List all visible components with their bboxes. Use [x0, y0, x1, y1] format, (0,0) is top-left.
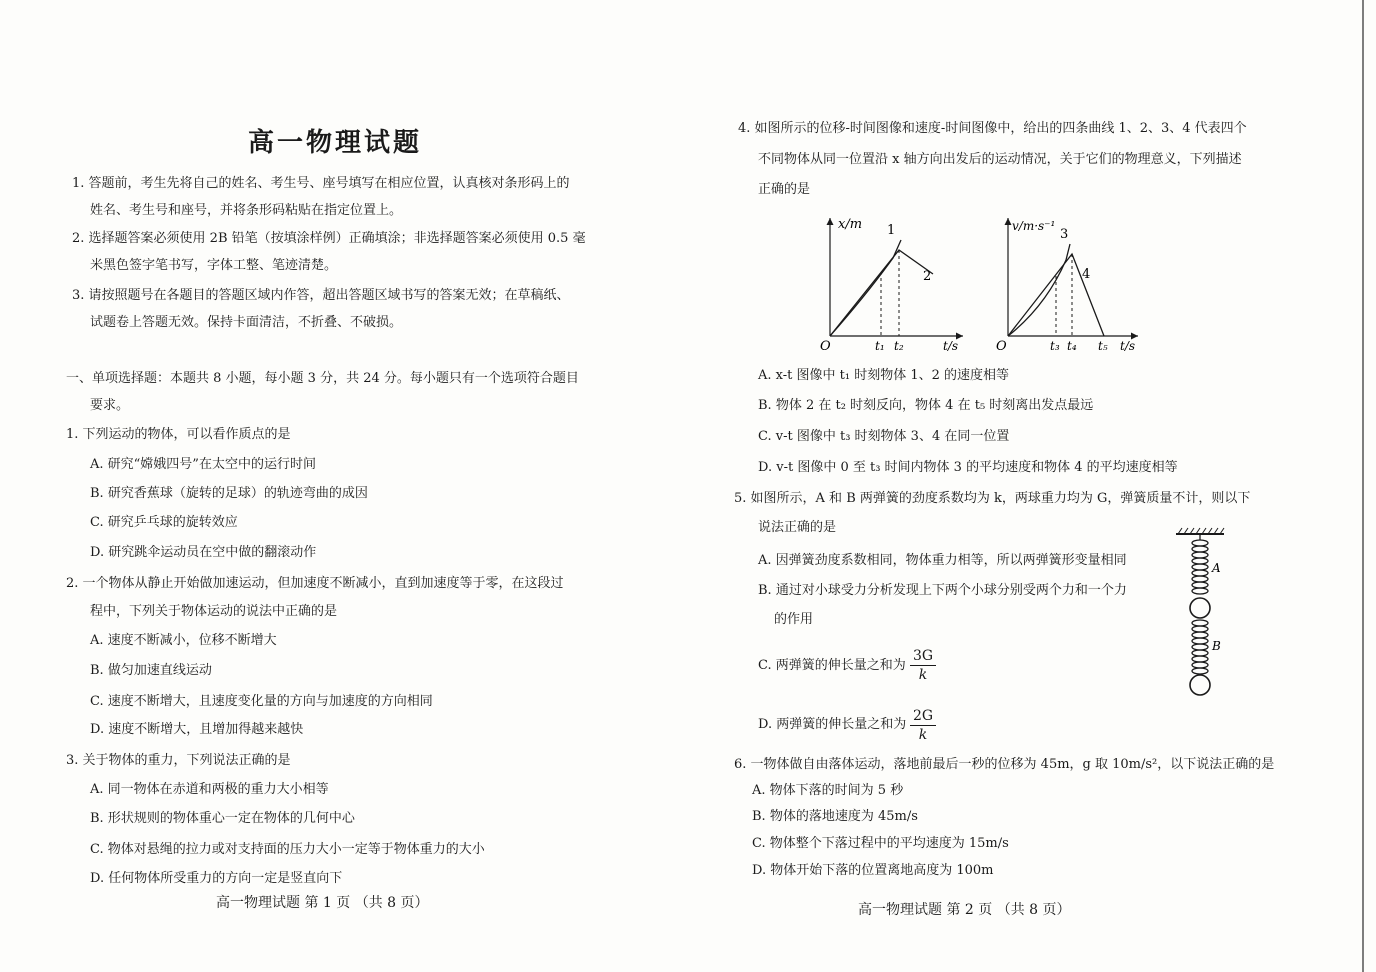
- c-numerator: 3G: [912, 648, 934, 664]
- spring-b-label: B: [1212, 639, 1221, 653]
- q3-stem: 3. 关于物体的重力，下列说法正确的是: [66, 753, 291, 768]
- note-3a: 3. 请按照题号在各题目的答题区域内作答，超出答题区域书写的答案无效；在草稿纸、: [72, 288, 570, 303]
- q4-option-a: A. x-t 图像中 t₁ 时刻物体 1、2 的速度相等: [758, 368, 1010, 383]
- q4-stem-c: 正确的是: [758, 182, 811, 197]
- q5-option-d: D. 两弹簧的伸长量之和为: [758, 717, 907, 732]
- q6-option-a: A. 物体下落的时间为 5 秒: [752, 783, 904, 798]
- q4-option-b: B. 物体 2 在 t₂ 时刻反向，物体 4 在 t₅ 时刻离出发点最远: [758, 398, 1094, 413]
- q1-option-c: C. 研究乒乓球的旋转效应: [90, 515, 238, 530]
- d-numerator: 2G: [912, 708, 934, 724]
- q4-stem-b: 不同物体从同一位置沿 x 轴方向出发后的运动情况，关于它们的物理意义，下列描述: [758, 152, 1242, 167]
- q1-stem: 1. 下列运动的物体，可以看作质点的是: [66, 427, 291, 442]
- q5-stem-b: 说法正确的是: [758, 520, 837, 535]
- q3-option-a: A. 同一物体在赤道和两极的重力大小相等: [90, 782, 329, 797]
- xt-t1-label: t₁: [875, 339, 885, 353]
- scan-edge: [1362, 0, 1364, 972]
- q6-option-c: C. 物体整个下落过程中的平均速度为 15m/s: [752, 836, 1009, 851]
- xt-t2-label: t₂: [894, 339, 904, 353]
- q1-option-a: A. 研究“嫦娥四号”在太空中的运行时间: [90, 457, 316, 472]
- vt-ylabel: v/m·s⁻¹: [1012, 219, 1056, 233]
- vt-curve-3-label: 3: [1060, 227, 1069, 242]
- page-title: 高一物理试题: [248, 128, 423, 158]
- xt-curve-1: [830, 240, 901, 336]
- note-3b: 试题卷上答题无效。保持卡面清洁，不折叠、不破损。: [90, 315, 403, 330]
- vt-xlabel: t/s: [1120, 339, 1136, 353]
- vt-origin: O: [996, 339, 1007, 354]
- note-1a: 1. 答题前，考生先将自己的姓名、考生号、座号填写在相应位置，认真核对条形码上的: [72, 176, 570, 191]
- q6-stem: 6. 一物体做自由落体运动，落地前最后一秒的位移为 45m，g 取 10m/s²，以下说法正确的是: [734, 757, 1275, 772]
- q4-option-d: D. v-t 图像中 0 至 t₃ 时间内物体 3 的平均速度和物体 4 的平均速度相等: [758, 460, 1178, 475]
- page1-footer: 高一物理试题 第 1 页 （共 8 页）: [216, 895, 429, 911]
- xt-graph: [815, 210, 970, 360]
- q5-option-b-cont: 的作用: [774, 612, 814, 627]
- c-denominator: k: [918, 667, 928, 683]
- vt-t4-label: t₄: [1067, 339, 1077, 353]
- q5-option-c: C. 两弹簧的伸长量之和为: [758, 658, 906, 673]
- q5-option-a: A. 因弹簧劲度系数相同，物体重力相等，所以两弹簧形变量相同: [758, 553, 1127, 568]
- q1-option-d: D. 研究跳伞运动员在空中做的翻滚动作: [90, 545, 317, 560]
- upper-ball: [1190, 598, 1210, 618]
- xt-xlabel: t/s: [943, 339, 959, 353]
- d-denominator: k: [918, 727, 928, 743]
- vt-t3-label: t₃: [1050, 339, 1060, 353]
- q3-option-c: C. 物体对悬绳的拉力或对支持面的压力大小一定等于物体重力的大小: [90, 842, 485, 857]
- note-2b: 米黑色签字笔书写，字体工整、笔迹清楚。: [90, 258, 338, 273]
- q5-option-d-fraction: [910, 708, 936, 743]
- q6-option-d: D. 物体开始下落的位置离地高度为 100m: [752, 863, 994, 878]
- spring-diagram: [1170, 526, 1230, 698]
- lower-ball: [1190, 675, 1210, 695]
- vt-curve-4-label: 4: [1082, 267, 1091, 282]
- xt-origin: O: [820, 339, 831, 354]
- q2-stem-b: 程中，下列关于物体运动的说法中正确的是: [90, 604, 338, 619]
- q4-option-c: C. v-t 图像中 t₃ 时刻物体 3、4 在同一位置: [758, 429, 1010, 444]
- q1-option-b: B. 研究香蕉球（旋转的足球）的轨迹弯曲的成因: [90, 486, 368, 501]
- vt-curve-3: [1008, 244, 1070, 336]
- q3-option-d: D. 任何物体所受重力的方向一定是竖直向下: [90, 871, 343, 886]
- spring-b: [1192, 620, 1208, 674]
- spring-a-label: A: [1212, 561, 1221, 575]
- q2-option-b: B. 做匀加速直线运动: [90, 663, 212, 678]
- q2-option-d: D. 速度不断增大，且增加得越来越快: [90, 722, 304, 737]
- note-1b: 姓名、考生号和座号，并将条形码粘贴在指定位置上。: [90, 203, 403, 218]
- section-heading: 一、单项选择题：本题共 8 小题，每小题 3 分，共 24 分。每小题只有一个选项符合题目: [66, 371, 579, 386]
- q2-stem-a: 2. 一个物体从静止开始做加速运动，但加速度不断减小，直到加速度等于零，在这段过: [66, 576, 564, 591]
- q2-option-c: C. 速度不断增大，且速度变化量的方向与加速度的方向相同: [90, 694, 433, 709]
- vt-graph: [990, 210, 1145, 360]
- q4-stem-a: 4. 如图所示的位移-时间图像和速度-时间图像中，给出的四条曲线 1、2、3、4 代表四个: [738, 121, 1247, 136]
- vt-t5-label: t₅: [1098, 339, 1108, 353]
- section-heading-cont: 要求。: [90, 398, 130, 413]
- page2-footer: 高一物理试题 第 2 页 （共 8 页）: [858, 902, 1071, 918]
- spring-a: [1192, 534, 1208, 594]
- q2-option-a: A. 速度不断减小，位移不断增大: [90, 633, 277, 648]
- note-2a: 2. 选择题答案必须使用 2B 铅笔（按填涂样例）正确填涂；非选择题答案必须使用 0.5 毫: [72, 231, 586, 246]
- xt-ylabel: x/m: [838, 217, 863, 232]
- q6-option-b: B. 物体的落地速度为 45m/s: [752, 809, 918, 824]
- q5-option-b: B. 通过对小球受力分析发现上下两个小球分别受两个力和一个力: [758, 583, 1127, 598]
- q5-stem-a: 5. 如图所示，A 和 B 两弹簧的劲度系数均为 k，两球重力均为 G，弹簧质量不计，则以下: [734, 491, 1251, 506]
- xt-curve-2-label: 2: [923, 269, 932, 284]
- xt-curve-1-label: 1: [887, 223, 896, 238]
- q3-option-b: B. 形状规则的物体重心一定在物体的几何中心: [90, 811, 355, 826]
- q5-option-c-fraction: [910, 648, 936, 683]
